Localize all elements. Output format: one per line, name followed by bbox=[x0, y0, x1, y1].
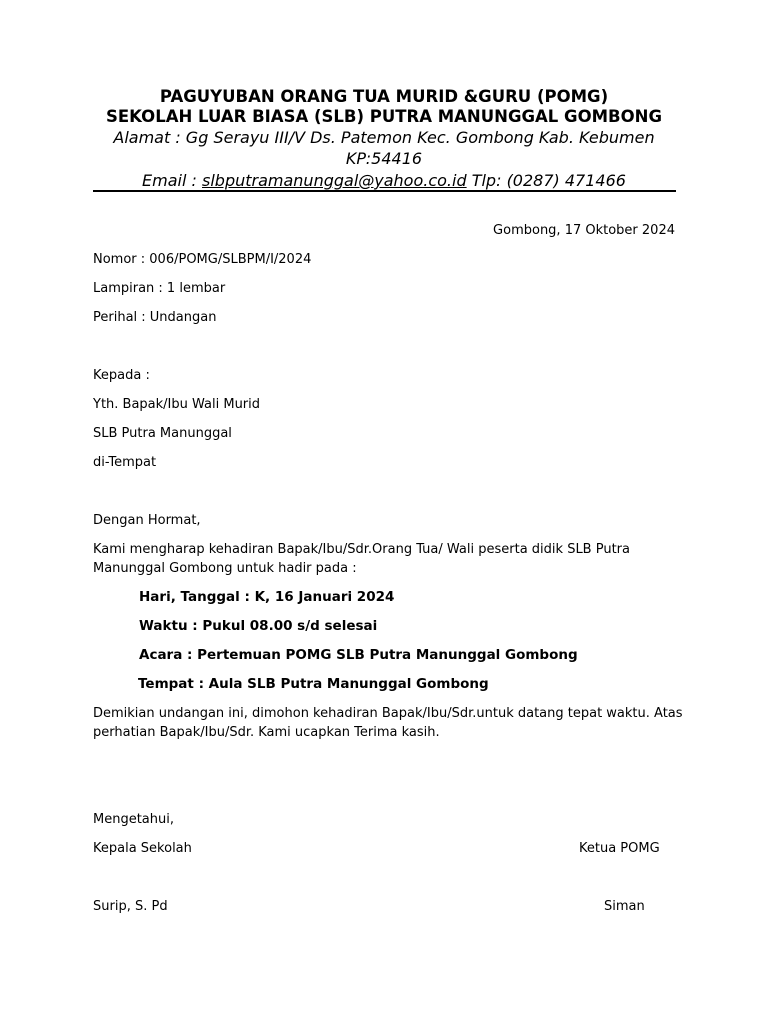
event-agenda: Acara : Pertemuan POMG SLB Putra Manunggal Gombong bbox=[139, 647, 578, 663]
event-date: Hari, Tanggal : K, 16 Januari 2024 bbox=[139, 589, 395, 605]
event-time: Waktu : Pukul 08.00 s/d selesai bbox=[139, 618, 378, 634]
recipient-school: SLB Putra Manunggal bbox=[93, 426, 232, 441]
letter-date: Gombong, 17 Oktober 2024 bbox=[493, 223, 675, 238]
recipient-place: di-Tempat bbox=[93, 455, 157, 470]
acknowledged-label: Mengetahui, bbox=[93, 812, 174, 827]
principal-title: Kepala Sekolah bbox=[93, 841, 192, 856]
letter-subject: Perihal : Undangan bbox=[93, 310, 217, 325]
email-link[interactable]: slbputramanunggal@yahoo.co.id bbox=[202, 171, 467, 190]
closing-line-1: Demikian undangan ini, dimohon kehadiran Bapak/Ibu/Sdr.untuk datang tepat waktu. Atas bbox=[93, 706, 683, 721]
recipient-label: Kepada : bbox=[93, 368, 150, 383]
letterhead-org-name: PAGUYUBAN ORANG TUA MURID &GURU (POMG) bbox=[159, 87, 609, 106]
intro-line-1: Kami mengharap kehadiran Bapak/Ibu/Sdr.Orang Tua/ Wali peserta didik SLB Putra bbox=[93, 542, 630, 557]
principal-name: Surip, S. Pd bbox=[93, 899, 168, 914]
letterhead-divider bbox=[93, 190, 676, 192]
recipient-name: Yth. Bapak/Ibu Wali Murid bbox=[93, 397, 261, 412]
chairman-title: Ketua POMG bbox=[579, 841, 660, 856]
greeting: Dengan Hormat, bbox=[93, 513, 201, 528]
letterhead-school-name: SEKOLAH LUAR BIASA (SLB) PUTRA MANUNGGAL GOMBONG bbox=[105, 107, 662, 126]
phone-text: Tlp: (0287) 471466 bbox=[466, 171, 626, 190]
closing-line-2: perhatian Bapak/Ibu/Sdr. Kami ucapkan Terima kasih. bbox=[93, 725, 440, 740]
letter-number: Nomor : 006/POMG/SLBPM/I/2024 bbox=[93, 252, 312, 267]
letterhead-postal: KP:54416 bbox=[345, 149, 423, 168]
chairman-name: Siman bbox=[604, 899, 645, 914]
letter-attachment: Lampiran : 1 lembar bbox=[93, 281, 226, 296]
letterhead-contact bbox=[93, 171, 675, 190]
letterhead-address: Alamat : Gg Serayu III/V Ds. Patemon Kec. Gombong Kab. Kebumen bbox=[113, 128, 655, 147]
event-venue: Tempat : Aula SLB Putra Manunggal Gombong bbox=[138, 676, 489, 692]
email-label: Email : bbox=[142, 171, 202, 190]
intro-line-2: Manunggal Gombong untuk hadir pada : bbox=[93, 561, 357, 576]
